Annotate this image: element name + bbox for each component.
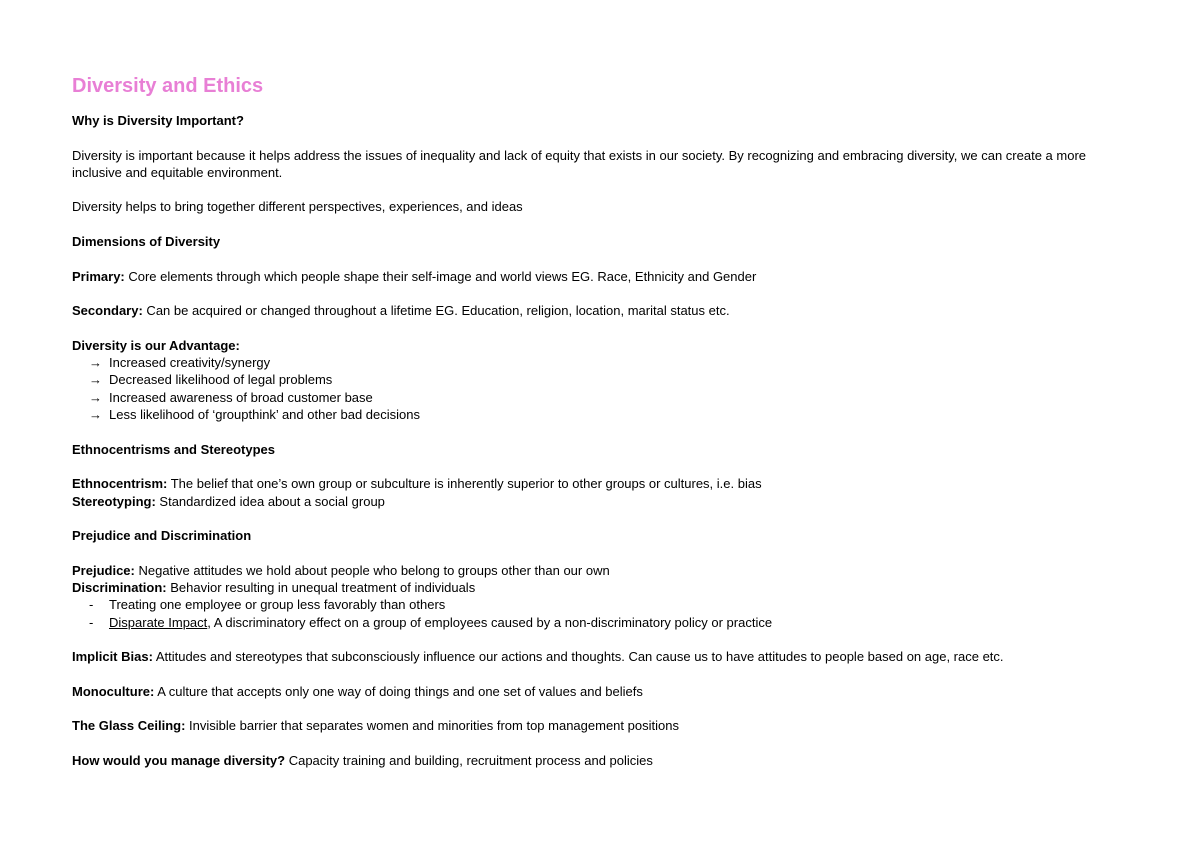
dash-marker: - (89, 614, 94, 630)
glass-ceiling-definition (72, 717, 1132, 734)
list-item (72, 371, 1132, 388)
list-item (72, 614, 1132, 631)
why-paragraph-1: Diversity is important because it helps address the issues of inequality and lack of equity that exists in our society. By recognizing and embracing diversity, we can create a more inclusive and equitable environment. (72, 147, 1087, 180)
implicit-bias-label: Implicit Bias: (72, 649, 153, 665)
primary-label: Primary: (72, 268, 125, 284)
list-item (72, 354, 1132, 371)
arrow-right-icon: → (89, 389, 102, 405)
monoculture-text: A culture that accepts only one way of doing things and one set of values and beliefs (154, 683, 643, 699)
prejudice-text: Negative attitudes we hold about people who belong to groups other than our own (134, 562, 610, 578)
primary-text: Core elements through which people shape their self-image and world views EG. Race, Ethnicity and Gender (124, 268, 757, 284)
ethnocentrism-text: The belief that one’s own group or subculture is inherently superior to other groups or cultures, i.e. bias (167, 476, 762, 492)
dimensions-heading: Dimensions of Diversity (72, 234, 221, 250)
list-item (72, 596, 1132, 613)
document-page (72, 72, 1132, 769)
advantage-item-text: Increased awareness of broad customer base (109, 389, 373, 405)
monoculture-label: Monoculture: (72, 683, 155, 699)
discrimination-definition (72, 579, 1132, 596)
arrow-right-icon: → (89, 372, 102, 388)
discrimination-item-text: Treating one employee or group less favorably than others (109, 597, 446, 613)
disparate-impact-term: Disparate Impact (109, 614, 208, 630)
glass-ceiling-label: The Glass Ceiling: (72, 718, 186, 734)
advantage-item-text: Less likelihood of ‘groupthink’ and other bad decisions (109, 407, 420, 423)
stereotyping-label: Stereotyping: (72, 493, 156, 509)
discrimination-label: Discrimination: (72, 580, 167, 596)
prejudice-label: Prejudice: (72, 562, 135, 578)
arrow-right-icon: → (89, 407, 102, 423)
glass-ceiling-text: Invisible barrier that separates women and minorities from top management positions (185, 718, 679, 734)
list-item (72, 406, 1132, 423)
manage-diversity-text: Capacity training and building, recruitment process and policies (285, 752, 653, 768)
dash-marker: - (89, 597, 94, 613)
ethnocentrism-label: Ethnocentrism: (72, 476, 168, 492)
why-paragraph-2: Diversity helps to bring together different perspectives, experiences, and ideas (72, 199, 523, 215)
monoculture-definition (72, 683, 1132, 700)
manage-diversity-label: How would you manage diversity? (72, 752, 286, 768)
prejudice-definition (72, 562, 1132, 579)
secondary-label: Secondary: (72, 303, 143, 319)
list-item (72, 389, 1132, 406)
secondary-definition (72, 302, 1132, 319)
implicit-bias-text: Attitudes and stereotypes that subconsciously influence our actions and thoughts. Can cause us to have attitudes to people based on age, race etc. (152, 649, 1004, 665)
ethnocentrism-definition (72, 475, 1132, 492)
advantage-list (72, 354, 1132, 423)
primary-definition (72, 268, 1132, 285)
manage-diversity-definition (72, 752, 1132, 769)
stereotyping-text: Standardized idea about a social group (155, 493, 385, 509)
arrow-right-icon: → (89, 355, 102, 371)
discrimination-item-text: , A discriminatory effect on a group of employees caused by a non-discriminatory policy or practice (207, 614, 773, 630)
prejudice-heading: Prejudice and Discrimination (72, 528, 252, 544)
implicit-bias-definition (72, 648, 1132, 665)
discrimination-text: Behavior resulting in unequal treatment of individuals (166, 580, 476, 596)
discrimination-list (72, 596, 1132, 631)
advantage-heading: Diversity is our Advantage: (72, 337, 240, 353)
why-heading: Why is Diversity Important? (72, 113, 244, 128)
secondary-text: Can be acquired or changed throughout a lifetime EG. Education, religion, location, marital status etc. (142, 303, 730, 319)
advantage-item-text: Increased creativity/synergy (109, 355, 271, 371)
advantage-item-text: Decreased likelihood of legal problems (109, 372, 333, 388)
stereotyping-definition (72, 493, 1132, 510)
page-title: Diversity and Ethics (72, 75, 264, 97)
ethnocentrism-heading: Ethnocentrisms and Stereotypes (72, 441, 275, 457)
